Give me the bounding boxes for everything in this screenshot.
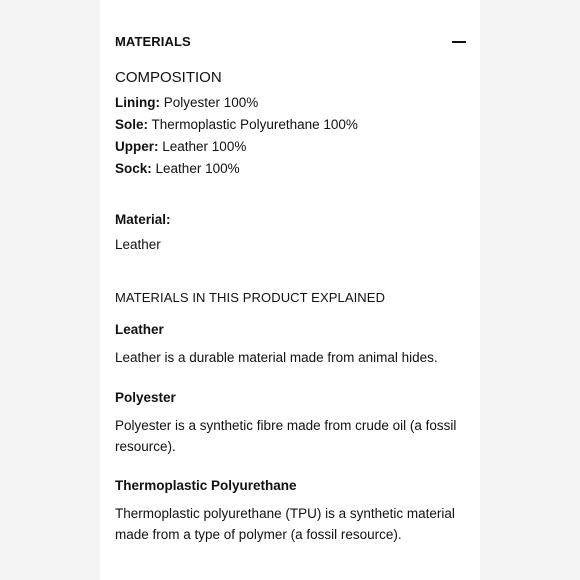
composition-label: Lining: bbox=[115, 95, 160, 110]
explained-item-name-polyester: Polyester bbox=[115, 390, 176, 405]
composition-label: Sock: bbox=[115, 161, 152, 176]
explained-item-name-leather: Leather bbox=[115, 322, 164, 337]
composition-value: Polyester 100% bbox=[163, 95, 259, 110]
explained-item-description-polyester: Polyester is a synthetic fibre made from crude oil (a fossil resource). bbox=[115, 418, 457, 454]
explained-item-description-tpu: Thermoplastic polyurethane (TPU) is a synthetic material made from a type of polymer (a fossil resource). bbox=[115, 506, 455, 542]
composition-value: Thermoplastic Polyurethane 100% bbox=[151, 117, 358, 132]
explained-item-name-tpu: Thermoplastic Polyurethane bbox=[115, 478, 297, 493]
collapse-button[interactable] bbox=[451, 33, 467, 51]
minus-icon bbox=[452, 41, 466, 43]
composition-item-sock bbox=[115, 158, 358, 180]
composition-value: Leather 100% bbox=[155, 161, 240, 176]
material-label: Material: bbox=[115, 212, 171, 227]
composition-item-upper bbox=[115, 136, 358, 158]
composition-value: Leather 100% bbox=[162, 139, 247, 154]
composition-item-lining bbox=[115, 92, 358, 114]
materials-panel bbox=[100, 0, 480, 580]
composition-item-sole bbox=[115, 114, 358, 136]
composition-label: Upper: bbox=[115, 139, 159, 154]
composition-title: COMPOSITION bbox=[115, 69, 222, 86]
section-title: MATERIALS bbox=[115, 34, 191, 49]
explained-item-description-leather: Leather is a durable material made from animal hides. bbox=[115, 350, 438, 365]
material-value: Leather bbox=[115, 237, 161, 252]
composition-list bbox=[115, 92, 358, 180]
materials-accordion-header[interactable] bbox=[115, 33, 467, 51]
composition-label: Sole: bbox=[115, 117, 149, 132]
explained-title: MATERIALS IN THIS PRODUCT EXPLAINED bbox=[115, 290, 386, 305]
